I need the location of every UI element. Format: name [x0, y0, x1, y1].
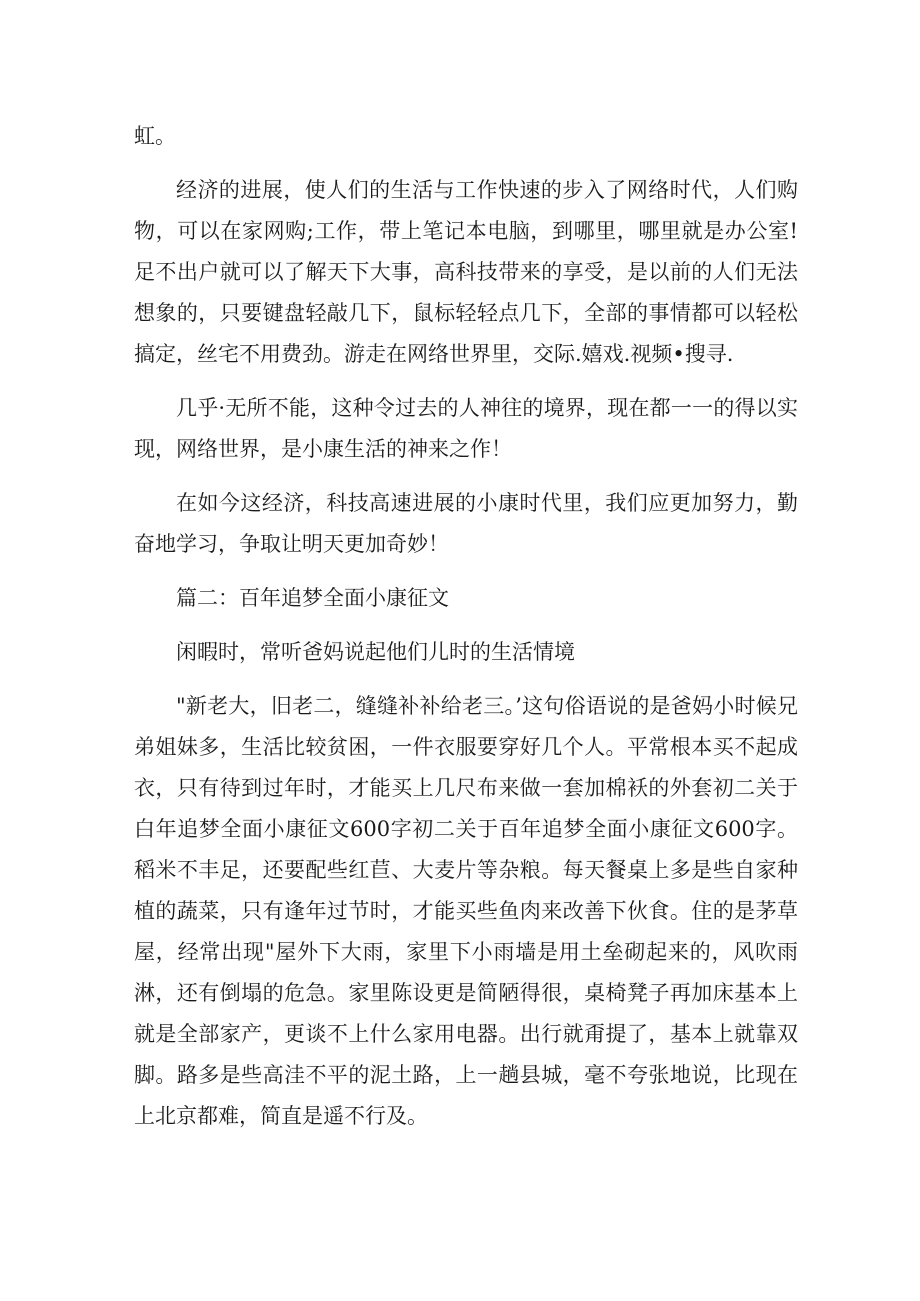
paragraph-almost-everything: 几乎·无所不能，这种令过去的人神往的境界，现在都一一的得以实现，网络世界，是小康生活的神来之作！ — [134, 396, 798, 461]
document-body — [134, 116, 798, 1150]
paragraph-continuation: 虹。 — [134, 124, 176, 148]
paragraph-study-hard: 在如今这经济，科技高速进展的小康时代里，我们应更加努力，勤奋地学习，争取让明天更加奇妙！ — [134, 491, 798, 556]
paragraph-parents-childhood: 闲暇时，常听爸妈说起他们儿时的生活情境 — [176, 640, 575, 664]
paragraph-network-era: 经济的进展，使人们的生活与工作快速的步入了网络时代，人们购物，可以在家网购;工作，带上笔记本电脑，到哪里，哪里就是办公室!足不出户就可以了解天下大事，高科技带来的享受，是以前的人们无法想象的，只要键盘轻敲几下，鼠标轻轻点几下，全部的事情都可以轻松搞定，丝宅不用费劲。游走在网络世界里，交际.嬉戏.视频•搜寻. — [134, 178, 798, 366]
section-heading-part-two: 篇二：百年追梦全面小康征文 — [176, 586, 449, 610]
paragraph-old-life: "新老大，旧老二，缝缝补补给老三。’这句俗语说的是爸妈小时候兄弟姐妹多，生活比较贫困，一件衣服要穿好几个人。平常根本买不起成衣，只有待到过年时，才能买上几尺布来做一套加棉袄的外套初二关于白年追梦全面小康征文600字初二关于百年追梦全面小康征文600字。稻米不丰足，还要配些红苣、大麦片等杂粮。每天餐桌上多是些自家种植的蔬菜，只有逢年过节时，才能买些鱼肉来改善下伙食。住的是茅草屋，经常出现"屋外下大雨，家里下小雨墙是用土垒砌起来的，风吹雨淋，还有倒塌的危急。家里陈设更是简陋得很，桌椅凳子再加床基本上就是全部家产，更谈不上什么家用电器。出行就甭提了，基本上就靠双脚。路多是些高洼不平的泥土路，上一趟县城，毫不夸张地说，比现在上北京都难，简直是遥不行及。 — [134, 694, 798, 1128]
